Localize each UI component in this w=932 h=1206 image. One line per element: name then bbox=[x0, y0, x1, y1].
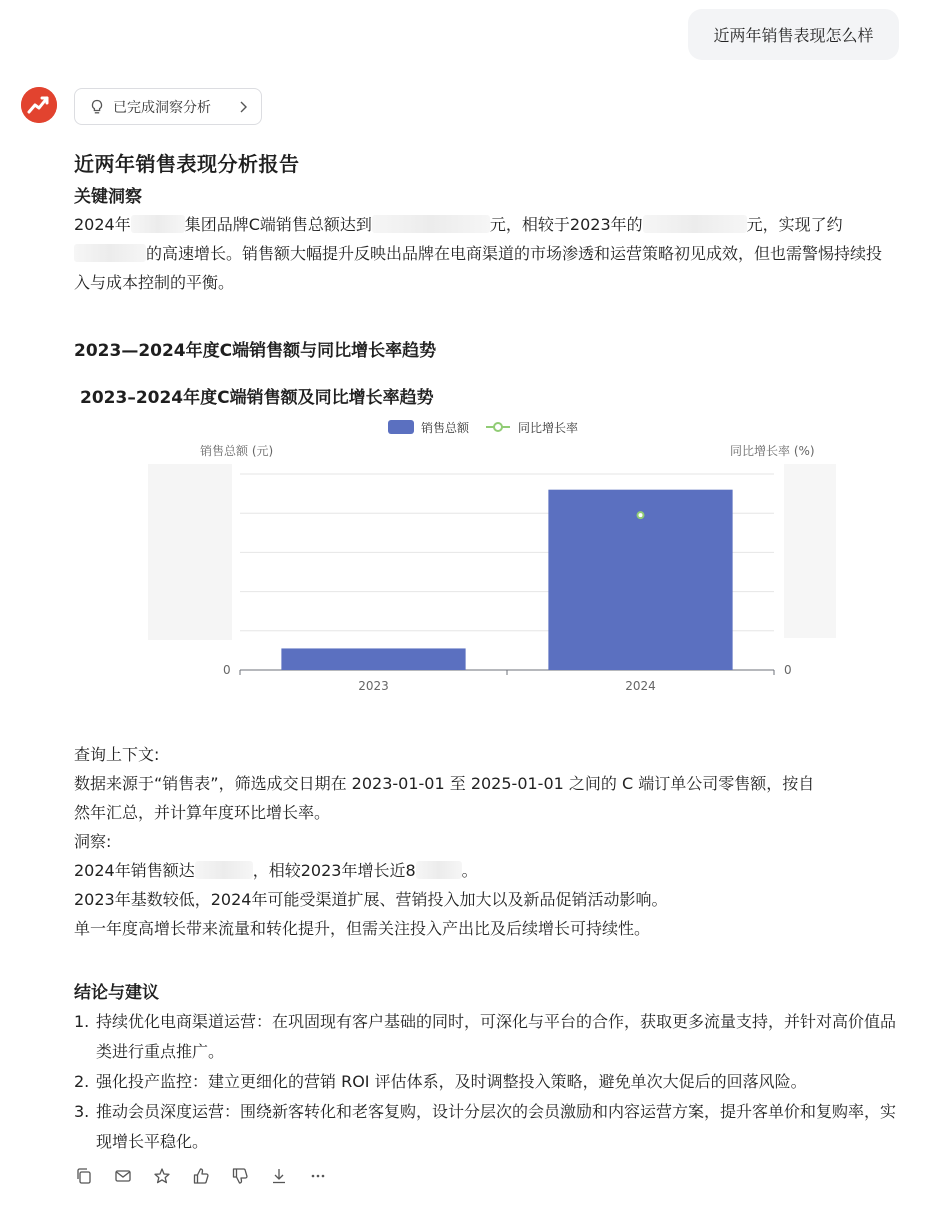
insight-heading: 洞察: bbox=[74, 832, 112, 851]
legend-bar-swatch bbox=[388, 420, 414, 434]
insight-line: 单一年度高增长带来流量和转化提升，但需关注投入产出比及后续增长可持续性。 bbox=[74, 919, 651, 938]
insight-analysis-toggle[interactable] bbox=[74, 88, 262, 125]
star-icon[interactable] bbox=[152, 1166, 172, 1186]
thumbs-down-icon[interactable] bbox=[230, 1166, 250, 1186]
sales-growth-chart bbox=[74, 378, 854, 698]
assistant-avatar bbox=[21, 87, 57, 123]
x-tick-label: 2024 bbox=[625, 679, 656, 693]
y-left-ticks-redacted bbox=[148, 464, 232, 640]
y-left-zero-tick: 0 bbox=[223, 663, 231, 677]
thumbs-up-icon[interactable] bbox=[191, 1166, 211, 1186]
user-message-bubble bbox=[688, 9, 899, 60]
chevron-right-icon bbox=[239, 101, 247, 113]
message-action-bar bbox=[74, 1166, 328, 1186]
legend-label-sales: 销售总额 bbox=[421, 421, 470, 435]
insight-line: 2023年基数较低，2024年可能受渠道扩展、营销投入加大以及新品促销活动影响。 bbox=[74, 890, 668, 909]
lightbulb-icon bbox=[90, 99, 104, 115]
conclusion-item: 1. 持续优化电商渠道运营：在巩固现有客户基础的同时，可深化与平台的合作，获取更多流量支持，并针对高价值品类进行重点推广。 bbox=[74, 1012, 897, 1061]
mail-icon[interactable] bbox=[113, 1166, 133, 1186]
conclusion-item: 2. 强化投产监控：建立更细化的营销 ROI 评估体系，及时调整投入策略，避免单次大促后的回落风险。 bbox=[74, 1072, 807, 1091]
key-insight-paragraph: 2024年 集团品牌C端销售总额达到 元，相较于2023年的 元，实现了约 的高速增长。销售额大幅提升反映出品牌在电商渠道的市场渗透和运营策略初见成效，但也需警惕持续投入与成本控制的平衡。 bbox=[74, 215, 883, 292]
bar-2023 bbox=[281, 648, 465, 670]
more-icon[interactable] bbox=[308, 1166, 328, 1186]
query-context-heading: 查询上下文: bbox=[74, 745, 160, 764]
chart-section-heading: 2023—2024年度C端销售额与同比增长率趋势 bbox=[74, 341, 437, 361]
download-icon[interactable] bbox=[269, 1166, 289, 1186]
redacted-value bbox=[74, 244, 146, 262]
y-right-zero-tick: 0 bbox=[784, 663, 792, 677]
y-left-axis-title: 销售总额 (元) bbox=[200, 444, 274, 458]
growth-point-2024 bbox=[638, 512, 644, 518]
y-right-axis-title: 同比增长率 (%) bbox=[730, 444, 815, 458]
query-context-line: 然年汇总，并计算年度环比增长率。 bbox=[74, 803, 331, 822]
redacted-value bbox=[131, 215, 185, 233]
report-title: 近两年销售表现分析报告 bbox=[74, 152, 300, 176]
redacted-value bbox=[416, 861, 462, 879]
conclusion-item: 3. 推动会员深度运营：围绕新客转化和老客复购，设计分层次的会员激励和内容运营方案，提升客单价和复购率，实现增长平稳化。 bbox=[74, 1102, 897, 1151]
copy-icon[interactable] bbox=[74, 1166, 94, 1186]
insight-chip-label: 已完成洞察分析 bbox=[113, 99, 211, 116]
conclusions-heading: 结论与建议 bbox=[74, 983, 159, 1003]
redacted-value bbox=[195, 861, 253, 879]
x-tick-label: 2023 bbox=[358, 679, 389, 693]
trend-logo-icon bbox=[21, 87, 57, 123]
redacted-value bbox=[372, 215, 490, 233]
redacted-value bbox=[643, 215, 747, 233]
conclusions-list bbox=[74, 1007, 904, 1157]
user-message-text: 近两年销售表现怎么样 bbox=[713, 26, 874, 45]
query-context bbox=[74, 740, 894, 943]
query-context-line: 数据来源于“销售表”，筛选成交日期在 2023-01-01 至 2025-01-01 之间的 C 端订单公司零售额，按自 bbox=[74, 774, 815, 793]
insight-line: 2024年销售额达 ，相较2023年增长近8 。 bbox=[74, 861, 478, 880]
key-insight-heading: 关键洞察 bbox=[74, 187, 142, 207]
chart-legend bbox=[388, 420, 578, 435]
legend-label-growth: 同比增长率 bbox=[518, 421, 579, 435]
chart-title: 2023–2024年度C端销售额及同比增长率趋势 bbox=[80, 388, 434, 408]
y-right-ticks-redacted bbox=[784, 464, 836, 638]
